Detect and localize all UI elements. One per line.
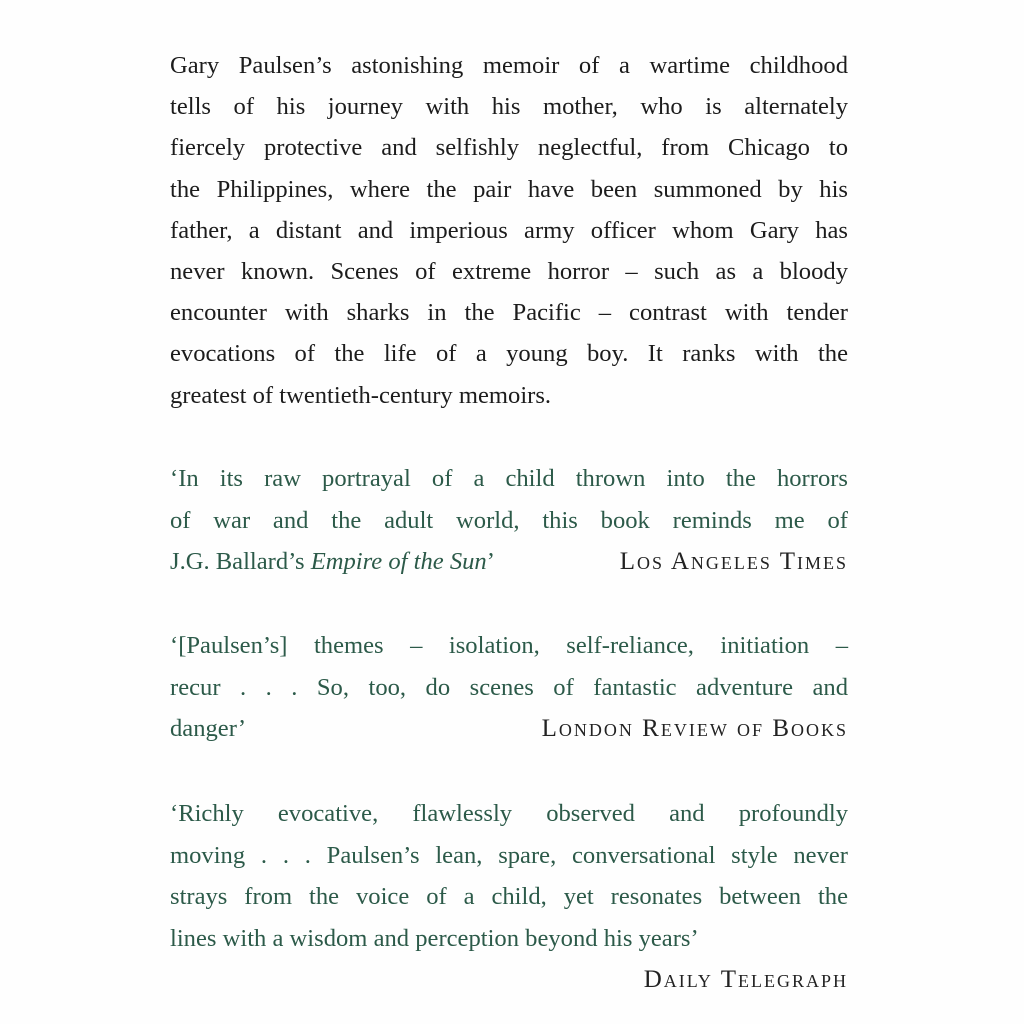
review-line: recur . . . So, too, do scenes of fantastic adventure and	[170, 673, 848, 701]
review-quote-telegraph	[170, 793, 848, 1001]
blurb-line: tells of his journey with his mother, who is alternately	[170, 93, 848, 121]
blurb-line: greatest of twentieth-century memoirs.	[170, 381, 552, 409]
review-line-text	[170, 541, 495, 583]
blurb-line: Gary Paulsen’s astonishing memoir of a wartime childhood	[170, 52, 848, 79]
review-line: ‘Richly evocative, flawlessly observed and profoundly	[170, 800, 848, 827]
review-line: ‘In its raw portrayal of a child thrown into the horrors	[170, 465, 848, 492]
review-last-line	[170, 541, 848, 583]
review-line: lines with a wisdom and perception beyond his years’	[170, 924, 699, 952]
blurb-line: the Philippines, where the pair have been summoned by his	[170, 175, 848, 203]
review-line: ‘[Paulsen’s] themes – isolation, self-reliance, initiation –	[170, 632, 848, 659]
review-last-line	[170, 708, 848, 750]
review-text: danger’	[170, 715, 247, 742]
review-line: moving . . . Paulsen’s lean, spare, conversational style never	[170, 841, 848, 869]
review-source: London Review of Books	[541, 715, 848, 742]
blurb-paragraph	[170, 45, 848, 416]
review-quote-la-times	[170, 458, 848, 583]
book-title-italic: Empire of the Sun	[310, 548, 487, 575]
blurb-line: father, a distant and imperious army officer whom Gary has	[170, 216, 848, 244]
review-line: of war and the adult world, this book reminds me of	[170, 506, 848, 534]
review-source-line	[170, 959, 848, 1001]
review-source: Daily Telegraph	[643, 966, 848, 993]
review-text: J.G. Ballard’s	[170, 548, 311, 575]
blurb-line: fiercely protective and selfishly neglectful, from Chicago to	[170, 134, 848, 162]
blurb-line: never known. Scenes of extreme horror – such as a bloody	[170, 258, 848, 286]
blurb-line: evocations of the life of a young boy. It ranks with the	[170, 340, 848, 368]
review-quote-lrb	[170, 625, 848, 750]
review-source: Los Angeles Times	[619, 548, 848, 575]
blurb-line: encounter with sharks in the Pacific – contrast with tender	[170, 299, 848, 327]
review-line: strays from the voice of a child, yet resonates between the	[170, 883, 848, 910]
closing-quote: ’	[486, 548, 495, 575]
